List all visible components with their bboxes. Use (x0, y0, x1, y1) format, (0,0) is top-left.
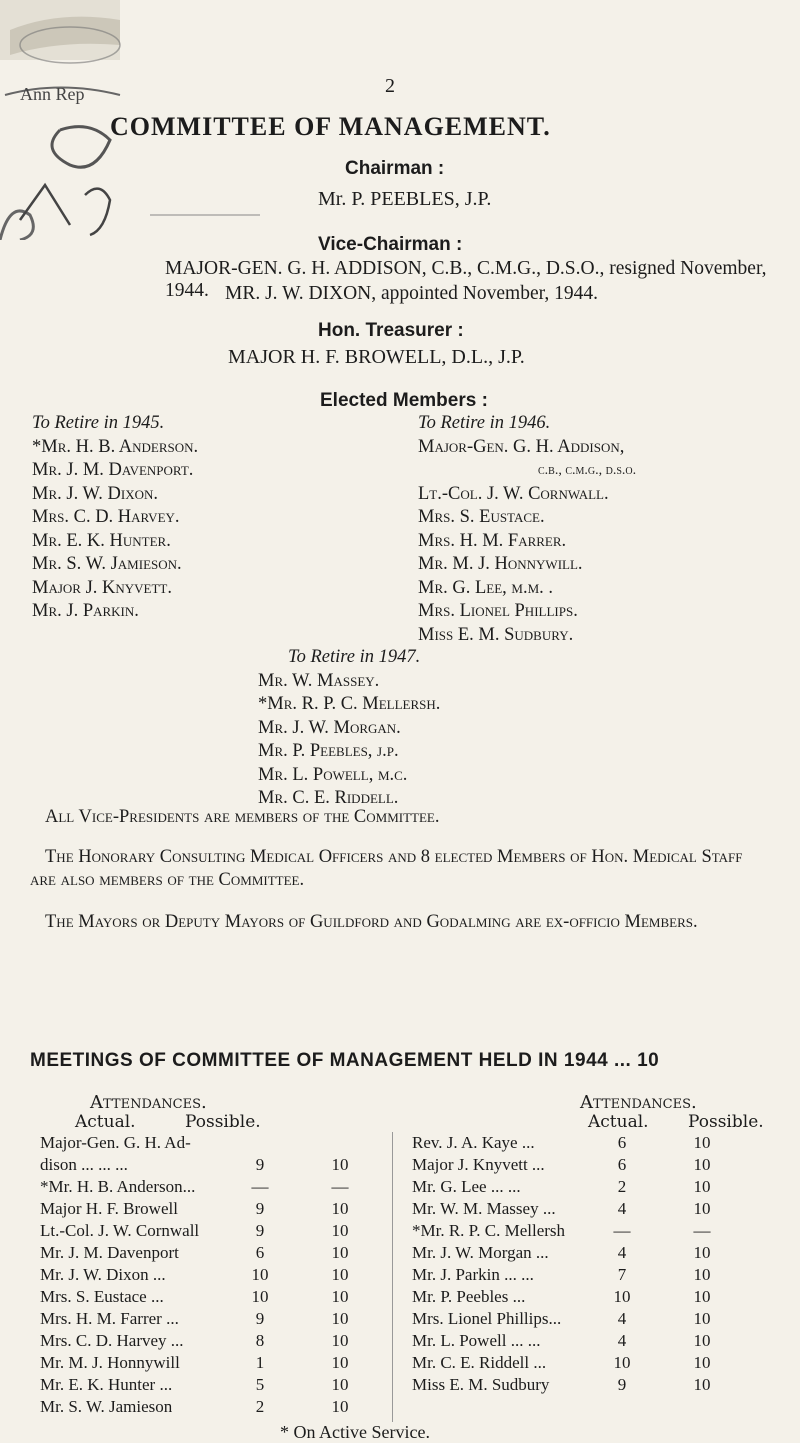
actual-cell: 10 (613, 1287, 631, 1306)
table-row (412, 1264, 762, 1286)
possible-cell: 10 (331, 1353, 349, 1372)
retire-1947-heading: To Retire in 1947. (288, 647, 421, 667)
member: Mr. S. W. Jamieson. (32, 554, 182, 574)
member-name-cell: Major J. Knyvett ... (412, 1155, 545, 1174)
possible-label-right: Possible. (688, 1112, 764, 1132)
member: Lt.-Col. J. W. Cornwall. (418, 483, 609, 504)
actual-cell: 5 (255, 1375, 265, 1394)
actual-label-left: Actual. (75, 1112, 136, 1132)
possible-cell: — (693, 1221, 711, 1240)
treasurer-name: MAJOR H. F. BROWELL, D.L., J.P. (228, 346, 525, 368)
possible-cell: 10 (693, 1243, 711, 1262)
actual-cell: — (613, 1221, 631, 1240)
possible-cell: 10 (693, 1331, 711, 1350)
actual-label-right: Actual. (588, 1112, 649, 1132)
member: *Mr. H. B. Anderson. (32, 436, 199, 457)
member-name-cell: Mr. P. Peebles ... (412, 1287, 526, 1306)
vice-chairman-line-1: MAJOR-GEN. G. H. ADDISON, C.B., C.M.G., D.S.O., resigned November, 1944. (165, 258, 767, 301)
member-name-cell: Mr. E. K. Hunter ... (40, 1375, 173, 1394)
actual-cell: 9 (617, 1375, 627, 1394)
possible-cell: 10 (331, 1287, 349, 1306)
table-row (412, 1154, 762, 1176)
table-row (40, 1132, 400, 1154)
table-row (40, 1220, 400, 1242)
member-name-cell: Mr. J. Parkin ... ... (412, 1265, 534, 1284)
member: Mrs. S. Eustace. (418, 507, 545, 527)
table-row (412, 1176, 762, 1198)
possible-cell: 10 (331, 1265, 349, 1284)
table-row (412, 1220, 762, 1242)
possible-cell: 10 (693, 1177, 711, 1196)
member: Major J. Knyvett. (32, 577, 173, 598)
member-name-cell: Major H. F. Browell (40, 1199, 178, 1218)
actual-cell: 10 (613, 1353, 631, 1372)
actual-cell: 8 (255, 1331, 265, 1350)
member: Mr. M. J. Honnywill. (418, 554, 583, 574)
table-row (40, 1242, 400, 1264)
table-row (412, 1352, 762, 1374)
member-name-cell: *Mr. H. B. Anderson... (40, 1177, 196, 1196)
member-name-cell: Rev. J. A. Kaye ... (412, 1133, 535, 1152)
member-name-cell: Mr. L. Powell ... ... (412, 1331, 541, 1350)
member-name-cell: Mr. J. W. Dixon ... (40, 1265, 166, 1284)
table-row (40, 1374, 400, 1396)
possible-cell: 10 (693, 1155, 711, 1174)
table-row (412, 1308, 762, 1330)
member: Mr. J. Parkin. (32, 601, 139, 621)
possible-cell: 10 (693, 1375, 711, 1394)
retire-1947-column (258, 646, 440, 811)
member-name-cell: Mrs. C. D. Harvey ... (40, 1331, 184, 1350)
table-row (40, 1176, 400, 1198)
footnote: * On Active Service. (280, 1422, 430, 1442)
member: Mrs. Lionel Phillips. (418, 601, 578, 621)
member-name-cell: Mr. G. Lee ... ... (412, 1177, 521, 1196)
actual-cell: 1 (255, 1353, 265, 1372)
possible-cell: 10 (331, 1243, 349, 1262)
actual-cell: 9 (255, 1155, 265, 1174)
member-name-cell: Mr. C. E. Riddell ... (412, 1353, 547, 1372)
possible-cell: 10 (331, 1375, 349, 1394)
member: Mr. J. M. Davenport. (32, 460, 194, 480)
possible-cell (280, 1132, 400, 1154)
member-name-cell: Mr. S. W. Jamieson (40, 1397, 173, 1416)
retire-1946-heading: To Retire in 1946. (418, 413, 551, 433)
possible-label-left: Possible. (185, 1112, 261, 1132)
actual-cell: 9 (255, 1199, 265, 1218)
member-name-cell: Mrs. Lionel Phillips... (412, 1309, 562, 1328)
table-row (412, 1330, 762, 1352)
note-vice-presidents: All Vice-Presidents are members of the Committee. (45, 807, 440, 827)
table-row (412, 1242, 762, 1264)
retire-1945-heading: To Retire in 1945. (32, 413, 165, 433)
table-row (40, 1154, 400, 1176)
table-row (40, 1286, 400, 1308)
actual-cell: 4 (617, 1199, 627, 1218)
note-medical: The Honorary Consulting Medical Officers and 8 elected Members of Hon. Medical Staff are also members of the Committee. (30, 847, 743, 890)
possible-cell: 10 (693, 1287, 711, 1306)
actual-cell: 9 (255, 1309, 265, 1328)
member: Mr. G. Lee, m.m. . (418, 577, 554, 598)
attendance-table-left (40, 1132, 400, 1418)
chairman-name: Mr. P. PEEBLES, J.P. (318, 188, 492, 210)
stamp-text: Ann Rep (20, 84, 85, 104)
member: Mr. C. E. Riddell. (258, 788, 399, 808)
member-name-cell: Lt.-Col. J. W. Cornwall (40, 1221, 200, 1240)
table-row (412, 1198, 762, 1220)
attendances-label-left: Attendances. (90, 1092, 207, 1113)
possible-cell: 10 (331, 1155, 349, 1174)
member: Miss E. M. Sudbury. (418, 624, 574, 645)
member: Mr. W. Massey. (258, 670, 380, 691)
actual-cell: 4 (617, 1331, 627, 1350)
possible-cell: 10 (693, 1265, 711, 1284)
member: Mr. L. Powell, m.c. (258, 764, 408, 785)
page-number: 2 (385, 75, 395, 97)
actual-cell: 9 (255, 1221, 265, 1240)
actual-cell: 4 (617, 1243, 627, 1262)
member-name-cell: Mr. J. M. Davenport (40, 1243, 179, 1262)
possible-cell: 10 (331, 1331, 349, 1350)
table-row (412, 1286, 762, 1308)
retire-1945-column (32, 412, 198, 624)
possible-cell: 10 (693, 1353, 711, 1372)
member: Major-Gen. G. H. Addison, (418, 436, 625, 457)
table-row (40, 1330, 400, 1352)
member-name-cell: dison ... ... ... (40, 1155, 128, 1174)
member-name-cell: *Mr. R. P. C. Mellersh (412, 1221, 566, 1240)
table-row (40, 1198, 400, 1220)
table-row (40, 1308, 400, 1330)
member-name-cell: Mr. W. M. Massey ... (412, 1199, 556, 1218)
member-name-cell: Major-Gen. G. H. Ad- (40, 1133, 191, 1152)
possible-cell: 10 (693, 1199, 711, 1218)
possible-cell: 10 (331, 1397, 349, 1416)
page-title: COMMITTEE OF MANAGEMENT. (110, 112, 551, 141)
member-name-cell: Mrs. S. Eustace ... (40, 1287, 164, 1306)
member-name-cell: Miss E. M. Sudbury (412, 1375, 550, 1394)
possible-cell: — (331, 1177, 349, 1196)
possible-cell: 10 (331, 1309, 349, 1328)
actual-cell: — (251, 1177, 269, 1196)
actual-cell: 6 (255, 1243, 265, 1262)
possible-cell: 10 (331, 1199, 349, 1218)
table-row (40, 1396, 400, 1418)
member-name-cell: Mrs. H. M. Farrer ... (40, 1309, 179, 1328)
member: Mrs. C. D. Harvey. (32, 507, 180, 527)
member: Mr. J. W. Dixon. (32, 483, 158, 504)
actual-cell: 6 (617, 1155, 627, 1174)
member: Mrs. H. M. Farrer. (418, 530, 567, 551)
member: *Mr. R. P. C. Mellersh. (258, 694, 441, 714)
possible-cell: 10 (693, 1309, 711, 1328)
actual-cell: 2 (255, 1397, 265, 1416)
actual-cell: 7 (617, 1265, 627, 1284)
member-name-cell: Mr. J. W. Morgan ... (412, 1243, 549, 1262)
table-row (40, 1264, 400, 1286)
possible-cell: 10 (331, 1221, 349, 1240)
table-row (412, 1374, 762, 1396)
column-divider (392, 1132, 393, 1422)
actual-cell: 10 (251, 1287, 269, 1306)
attendance-table-right (412, 1132, 762, 1396)
vice-chairman-line-2: MR. J. W. DIXON, appointed November, 1944. (225, 283, 598, 304)
actual-cell: 4 (617, 1309, 627, 1328)
member: Mr. P. Peebles, j.p. (258, 741, 399, 761)
retire-1946-column (418, 412, 636, 647)
actual-cell: 6 (617, 1133, 627, 1152)
actual-cell: 10 (251, 1265, 269, 1284)
elected-members-label: Elected Members : (320, 390, 488, 411)
vice-chairman-label: Vice-Chairman : (318, 234, 463, 255)
table-row (412, 1132, 762, 1154)
member-name-cell: Mr. M. J. Honnywill (40, 1353, 180, 1372)
actual-cell: 2 (617, 1177, 627, 1196)
member: Mr. J. W. Morgan. (258, 717, 401, 738)
actual-cell (240, 1132, 280, 1154)
table-row (40, 1352, 400, 1374)
member: Mr. E. K. Hunter. (32, 530, 171, 551)
treasurer-label: Hon. Treasurer : (318, 320, 464, 341)
meetings-title: MEETINGS OF COMMITTEE OF MANAGEMENT HELD IN 1944 ... 10 (30, 1050, 660, 1071)
attendances-label-right: Attendances. (580, 1092, 697, 1113)
member: c.b., c.m.g., d.s.o. (538, 463, 637, 478)
note-mayors: The Mayors or Deputy Mayors of Guildford and Godalming are ex-officio Members. (45, 912, 698, 932)
chairman-label: Chairman : (345, 158, 445, 179)
possible-cell: 10 (693, 1133, 711, 1152)
